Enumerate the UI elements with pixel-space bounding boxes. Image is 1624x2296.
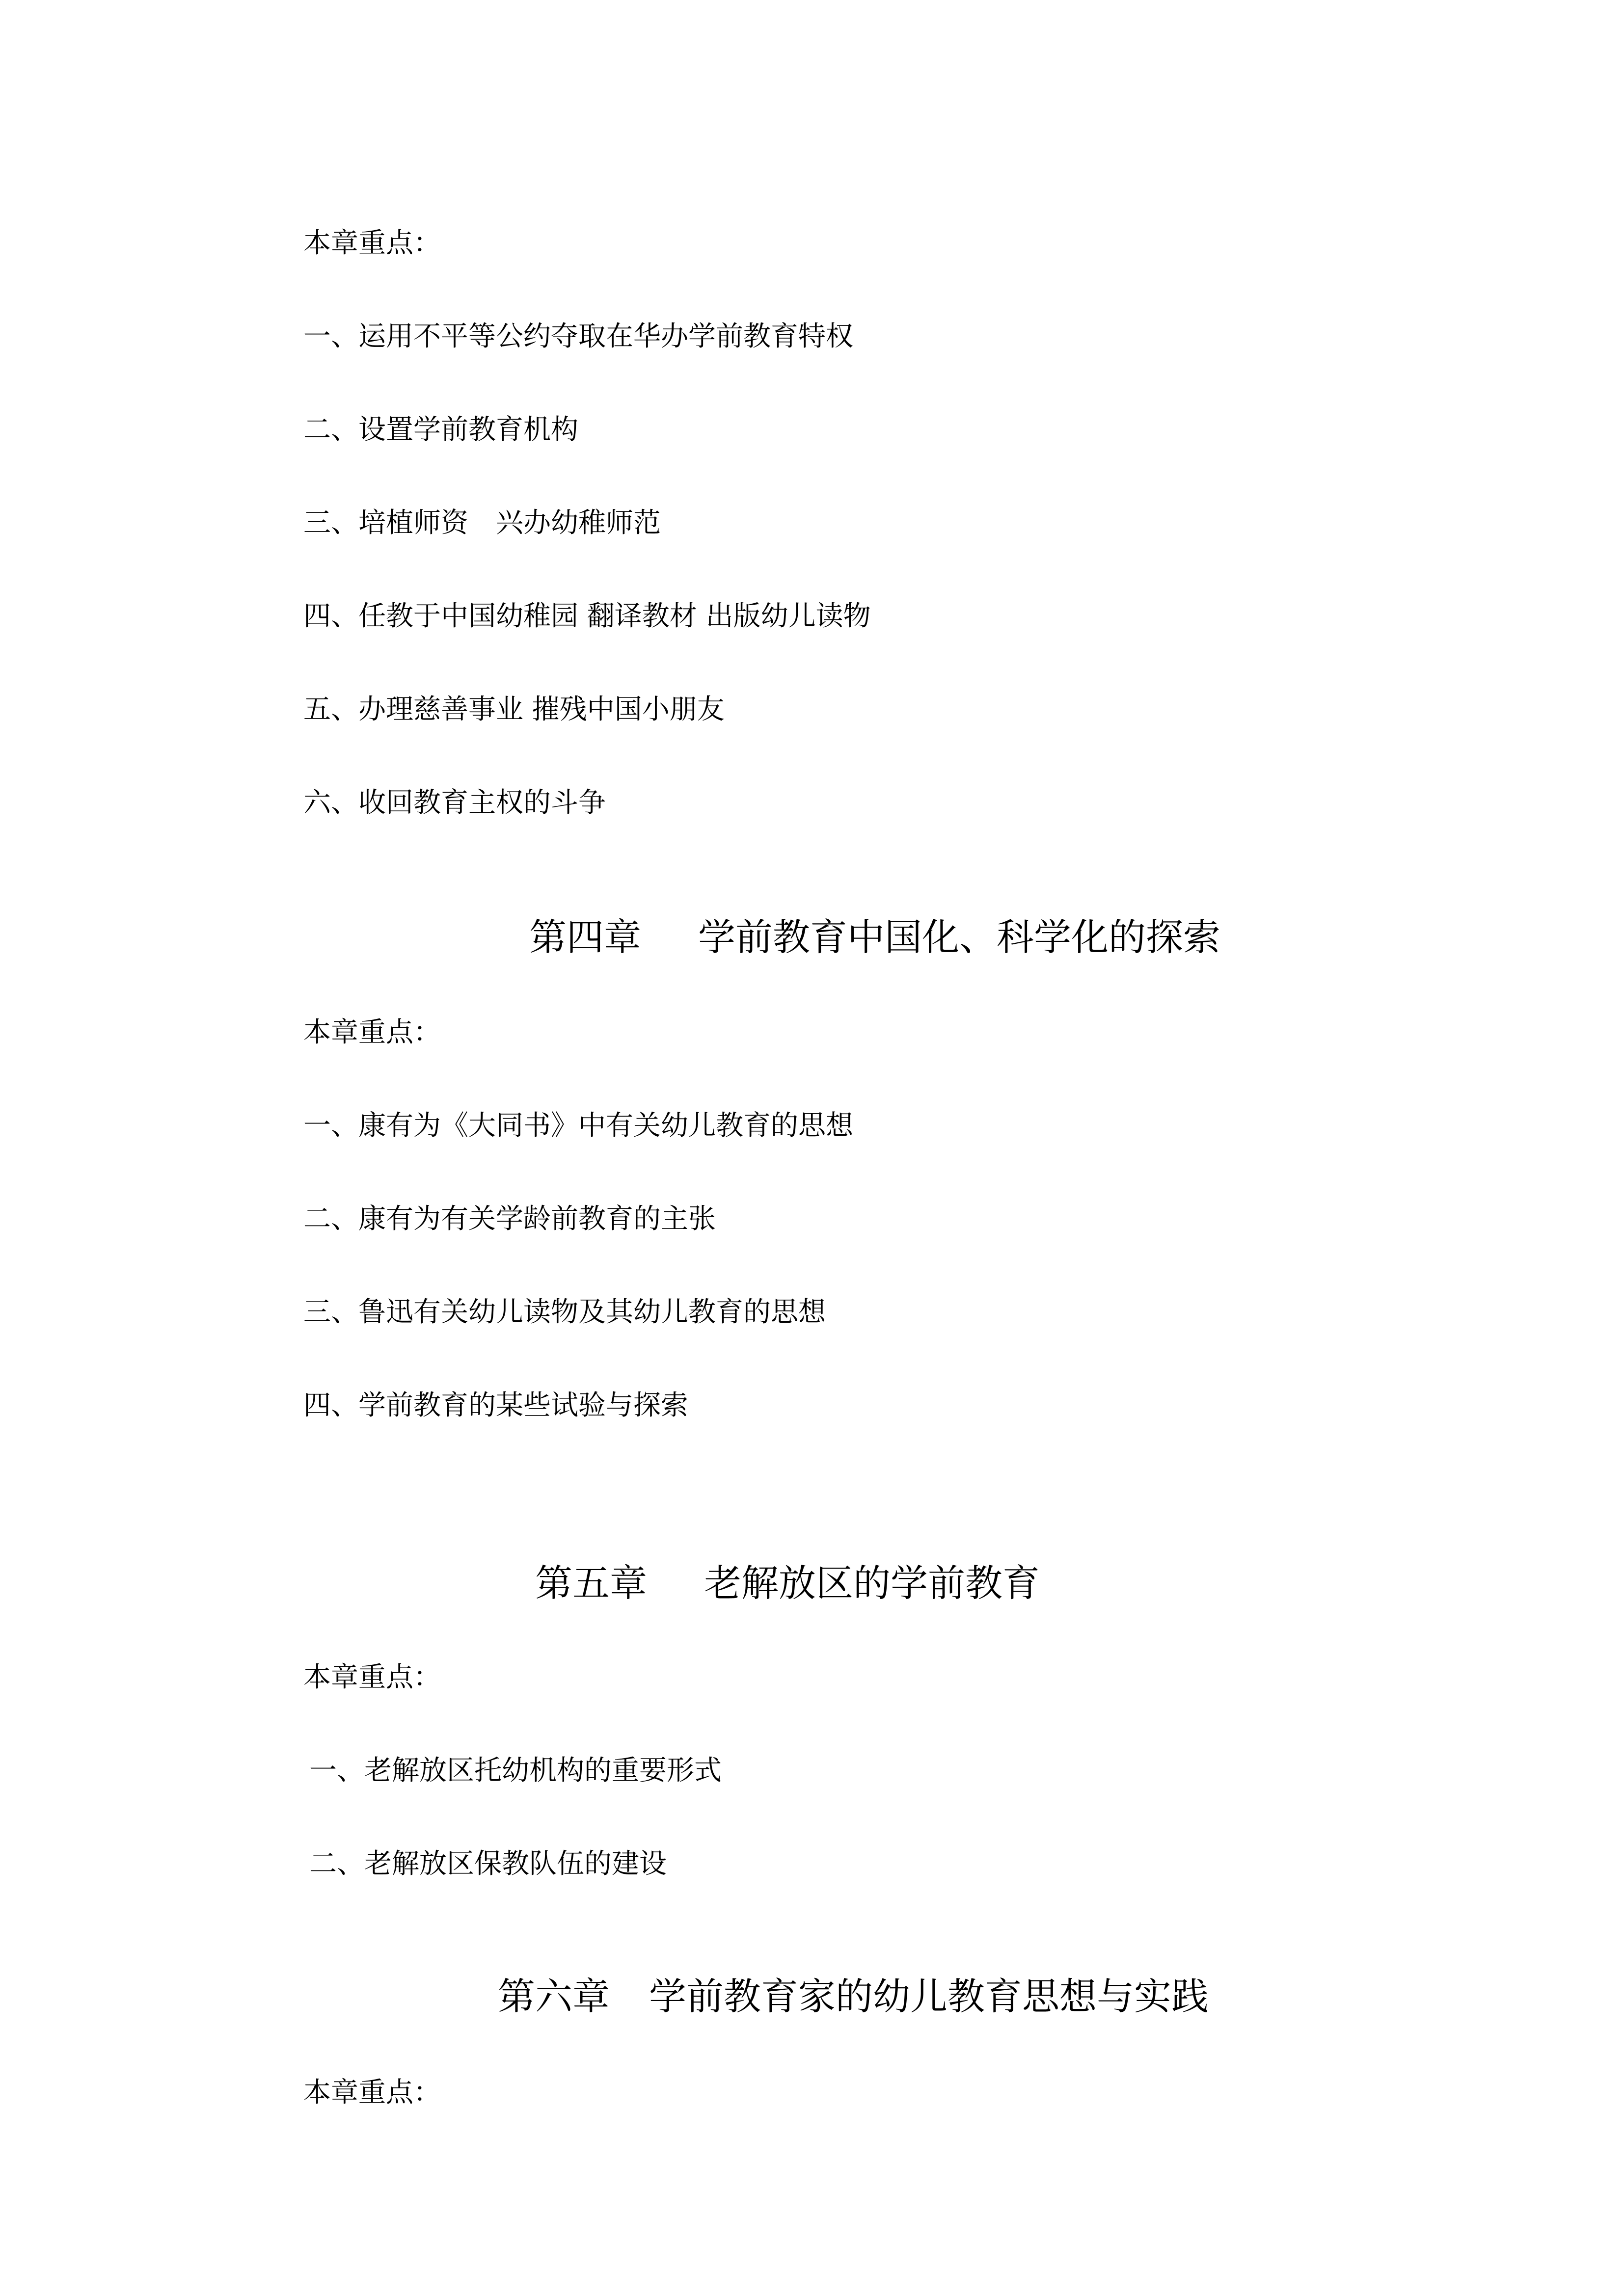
section-label: 本章重点：	[303, 2077, 441, 2109]
list-item: 三、培植师资 兴办幼稚师范	[303, 507, 661, 539]
list-item: 二、老解放区保教队伍的建设	[309, 1848, 667, 1880]
section-label: 本章重点：	[303, 1661, 441, 1693]
list-item: 三、鲁迅有关幼儿读物及其幼儿教育的思想	[303, 1296, 826, 1328]
list-item: 四、任教于中国幼稚园 翻译教材 出版幼儿读物	[303, 600, 871, 632]
section-label: 本章重点：	[303, 227, 441, 259]
chapter-heading	[535, 1561, 1040, 1605]
list-item: 一、康有为《大同书》中有关幼儿教育的思想	[303, 1110, 853, 1142]
chapter-number: 第六章	[498, 1975, 610, 2018]
list-item: 一、运用不平等公约夺取在华办学前教育特权	[303, 320, 853, 352]
list-item: 二、康有为有关学龄前教育的主张	[303, 1203, 716, 1235]
list-item: 二、设置学前教育机构	[303, 414, 578, 446]
chapter-number: 第四章	[529, 915, 641, 959]
chapter-title: 老解放区的学前教育	[704, 1561, 1040, 1605]
chapter-title: 学前教育中国化、科学化的探索	[698, 915, 1220, 959]
chapter-number: 第五章	[535, 1561, 647, 1605]
list-item: 五、办理慈善事业 摧残中国小朋友	[303, 694, 725, 725]
chapter-heading	[498, 1975, 1209, 2018]
list-item: 六、收回教育主权的斗争	[303, 787, 606, 819]
list-item: 一、老解放区托幼机构的重要形式	[309, 1755, 722, 1787]
section-label: 本章重点：	[303, 1016, 441, 1048]
chapter-heading	[529, 915, 1220, 959]
chapter-title: 学前教育家的幼儿教育思想与实践	[649, 1975, 1209, 2018]
list-item: 四、学前教育的某些试验与探索	[303, 1389, 688, 1421]
